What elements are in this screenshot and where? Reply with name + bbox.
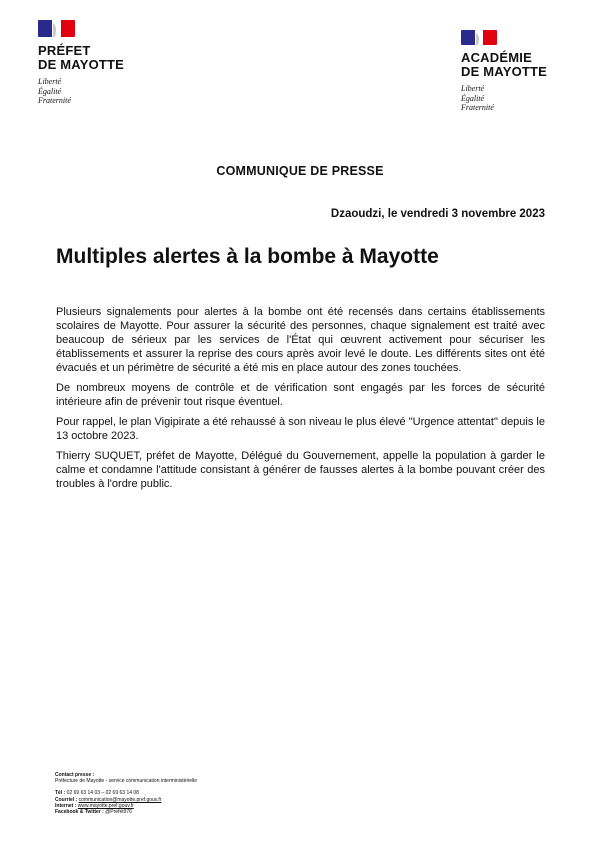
marianne-flag-icon [461,30,497,45]
contact-service: Préfecture de Mayotte - service communication interministérielle [55,778,197,785]
dateline: Dzaoudzi, le vendredi 3 novembre 2023 [330,208,545,220]
social-handle: @Prefet976 [105,809,132,816]
document-type-title: COMMUNIQUE DE PRESSE [216,164,384,178]
body-paragraph: Plusieurs signalements pour alertes à la bombe ont été recensés dans certains établissements scolaires de Mayotte. Pour assurer la sécurité des personnes, chaque signalement est traité avec beaucoup de sérieux par les services de l'État qui œuvrent activement pour sécuriser les établissements et assurer la reprise des cours après avoir levé le doute. Les différents sites ont été évacués et un périmètre de sécurité a été mis en place autour des zones touchées. [56,306,545,374]
prefet-logo [38,20,124,106]
marianne-flag-icon [38,20,75,37]
press-release-body [56,305,545,497]
email-label: Courriel : [55,796,78,803]
academie-logo [461,30,547,113]
press-release-headline: Multiples alertes à la bombe à Mayotte [56,245,439,268]
body-paragraph: Pour rappel, le plan Vigipirate a été rehaussé à son niveau le plus élevé "Urgence attentat" depuis le 13 octobre 2023. [56,416,545,442]
prefet-motto: Liberté Égalité Fraternité [38,77,71,105]
web-label: Internet : [55,802,77,809]
phone-value: 02 69 63 14 03 – 02 69 63 14 08 [66,790,139,797]
academie-motto: Liberté Égalité Fraternité [461,84,494,112]
body-paragraph: Thierry SUQUET, préfet de Mayotte, Délégué du Gouvernement, appelle la population à garder le calme et condamne l'attitude consistant à générer de fausses alertes à la bombe pouvant créer des troubles à l'ordre public. [56,450,545,490]
contact-social-line [55,809,197,815]
press-contact-block [55,772,197,815]
academie-org-name: ACADÉMIE DE MAYOTTE [461,50,548,79]
phone-label: Tél : [55,790,66,797]
email-link[interactable]: communication@mayotte.pref.gouv.fr [78,796,162,803]
contact-title: Contact presse : [55,772,95,778]
body-paragraph: De nombreux moyens de contrôle et de vérification sont engagés par les forces de sécurité intérieure afin de prévenir tout risque éventuel. [56,382,545,408]
social-label: Facebook & Twitter : [55,809,104,816]
prefet-org-name: PRÉFET DE MAYOTTE [38,43,125,72]
website-link[interactable]: www.mayotte.pref.gouv.fr [77,802,134,809]
